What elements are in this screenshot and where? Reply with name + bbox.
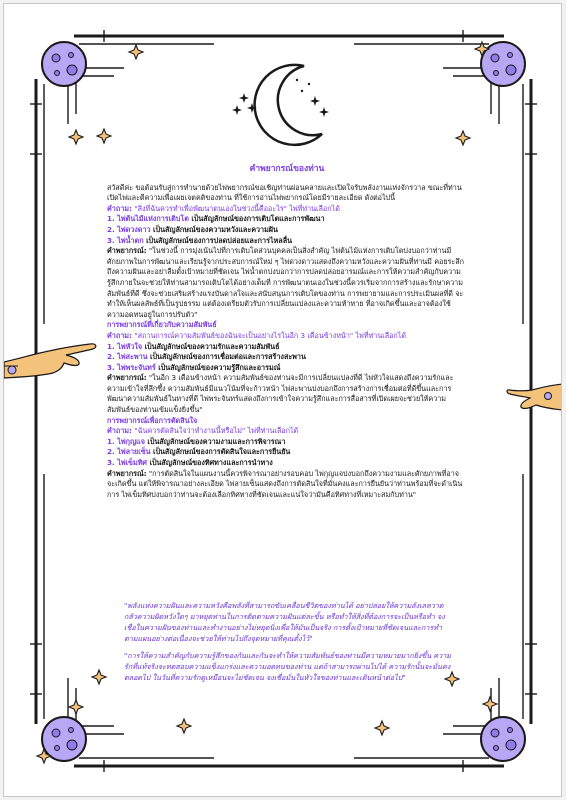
left-hand-illustration (4, 336, 104, 396)
q1-answer: คำพยากรณ์: "ในช่วงนี้ การมุ่งเน้นไปที่การเติบโตส่วนบุคคลเป็นสิ่งสำคัญ ไพ่ต้นไม้แห่งการเติบโตบ่งบอกว่าท่านมีศักยภาพในการพัฒนาและเรียนรู้จากประสบการณ์ใหม่ ๆ ไพ่ดวงดาวแสดงถึงความหวังและความฝันที่ท่านมี คอยระลึกถึงความฝันและอย่าลืมตั้งเป้าหมายที่ชัดเจน ไพ่น้ำตกบ่งบอกว่าการปลดปล่อยอารมณ์และการให้ความสำคัญกับความรู้สึกภายในจะช่วยให้ท่านสามารถเติบโตได้อย่างเต็มที่ การพัฒนาตนเองในช่วงนี้ควรเริ่มจากการสร้างและรักษาความสัมพันธ์ที่ดี ซึ่งจะช่วยเสริมสร้างแรงบันดาลใจและสนับสนุนการเติบโตของท่าน การพยายามและการประเมินผลที่ดี จะทำให้เห็นผลลัพธ์ที่เป็นรูปธรรม แต่ต้องเตรียมตัวรับการเปลี่ยนแปลงและความท้าทาย ที่อาจเกิดขึ้นและอาจต้องใช้ความอดทนอยู่ในการปรับตัว" (107, 246, 465, 319)
q2-option-2: 2. ไพ่สะพาน เป็นสัญลักษณ์ของการเชื่อมต่อและการสร้างสะพาน (107, 352, 306, 362)
q1-option-2: 2. ไพ่ดวงดาว เป็นสัญลักษณ์ของความหวังและความฝัน (107, 224, 278, 234)
section-heading-relationship: การพยากรณ์ที่เกี่ยวกับความสัมพันธ์ (107, 320, 217, 330)
reading-content (107, 164, 467, 500)
right-hand-illustration (504, 372, 562, 432)
crescent-moon-icon (255, 65, 322, 145)
intro-paragraph: สวัสดีค่ะ ขอต้อนรับสู่การทำนายด้วยไพ่พยากรณ์ขอเชิญท่านผ่อนคลายและเปิดใจรับพลังงานแห่งจักรวาล ขณะที่ท่านเปิดไพ่และตีความเพื่อเผยเจตคติของท่าน ที่ใช้การอ่านไพ่พยากรณ์โดยมีรายละเอียด ดังต่อไปนี้ (107, 182, 462, 203)
q1-option-1: 1. ไพ่ต้นไม้แห่งการเติบโต เป็นสัญลักษณ์ของการเติบโตและการพัฒนา (107, 214, 325, 224)
closing-quotes (124, 600, 454, 689)
section-heading-decision: การพยากรณ์เพื่อการตัดสินใจ (107, 415, 198, 425)
question-1 (107, 204, 467, 215)
page-title: คำพยากรณ์ของท่าน (249, 164, 325, 174)
q3-option-3: 3. ไพ่เข็มทิศ เป็นสัญลักษณ์ของทิศทางและการนำทาง (107, 458, 273, 468)
quote-2: "การให้ความสำคัญกับความรู้สึกของกันและกันจะทำให้ความสัมพันธ์ของท่านมีความหมายมากยิ่งขึ้น ความรักที่แท้จริงจะทดสอบความแข็งแกร่งและความอดทนของท่าน แต่ถ้าสามารถผ่านไปได้ ความรักนั้นจะมั่นคงตลอดไป ในวันที่ความรักดูเหมือนจะไม่ชัดเจน จงเชื่อมั่นในหัวใจของท่านและเดินหน้าต่อไป" (124, 651, 452, 682)
document-page (3, 3, 562, 797)
q2-option-1: 1. ไพ่หัวใจ เป็นสัญลักษณ์ของความรักและความสัมพันธ์ (107, 341, 280, 351)
question-text: "สิ่งที่ฉันควรทำเพื่อพัฒนาตนเองในช่วงนี้คืออะไร" ไพ่ที่ท่านเลือกได้ (134, 203, 340, 213)
quote-1: "พลังแห่งความฝันและความหวังคือพลังที่สามารถขับเคลื่อนชีวิตของท่านได้ อย่าปล่อยให้ความลังเลหวาดกลัวความผิดหวังใดๆ มาหยุดท่านในการติดตามความฝันแต่ละขั้น หรือทำให้สิ่งที่ต้องการจะเป็นหรือทำ จงเชื่อในความฝันของท่านและทำงานอย่างไม่หยุดนิ่งเพื่อให้มันเป็นจริง การตั้งเป้าหมายที่ชัดเจนและการทำตามแผนอย่างต่อเนื่องจะช่วยให้ท่านไปถึงจุดหมายที่คุณตั้งไว้" (124, 601, 445, 643)
q3-option-1: 1. ไพ่กุญแจ เป็นสัญลักษณ์ของความงามและการพิจารณา (107, 436, 286, 446)
question-2: คำถาม: "สถานการณ์ความสัมพันธ์ของฉันจะเป็นอย่างไรในอีก 3 เดือนข้างหน้า" ไพ่ที่ท่านเลือกได้ (107, 330, 407, 340)
q1-option-3: 3. ไพ่น้ำตก เป็นสัญลักษณ์ของการปลดปล่อยและการไหลลื่น (107, 235, 293, 245)
q3-answer: คำพยากรณ์: "การตัดสินใจในแผนงานนี้ควรพิจารณาอย่างรอบคอบ ไพ่กุญแจบ่งบอกถึงความงามและศักยภาพที่อาจจะเกิดขึ้น แต่ให้พิจารณาอย่างละเอียด ไพ่ลายเซ็นแสดงถึงการตัดสินใจที่มั่นคงและการยืนยันว่าท่านพร้อมที่จะดำเนินการ ไพ่เข็มทิศบ่งบอกว่าท่านจะต้องเลือกทิศทางที่ชัดเจนและแน่ใจว่ามันคือทิศทางที่เหมาะสมกับท่าน" (107, 468, 463, 499)
q2-answer: คำพยากรณ์: "ในอีก 3 เดือนข้างหน้า ความสัมพันธ์ของท่านจะมีการเปลี่ยนแปลงที่ดี ไพ่หัวใจแสดงถึงความรักและความเข้าใจที่ลึกซึ้ง ความสัมพันธ์มีแนวโน้มที่จะก้าวหน้า ไพ่สะพานบ่งบอกถึงการสร้างการเชื่อมต่อที่ดีขึ้นและการพัฒนาความสัมพันธ์ในทางที่ดี ไพ่พระจันทร์แสดงถึงการเข้าใจความรู้สึกและการสื่อสารที่เปิดเผยจะช่วยให้ความสัมพันธ์ของท่านเข้มแข็งยิ่งขึ้น" (107, 373, 454, 415)
q2-option-3: 3. ไพ่พระจันทร์ เป็นสัญลักษณ์ของความรู้สึกและอารมณ์ (107, 362, 281, 372)
question-3: คำถาม: "ฉันควรตัดสินใจว่าทำงานนี้หรือไม่" ไพ่ที่ท่านเลือกได้ (107, 426, 299, 436)
question-label: คำถาม: (107, 203, 135, 213)
q3-option-2: 2. ไพ่ลายเซ็น เป็นสัญลักษณ์ของการตัดสินใจและการยืนยัน (107, 447, 291, 457)
